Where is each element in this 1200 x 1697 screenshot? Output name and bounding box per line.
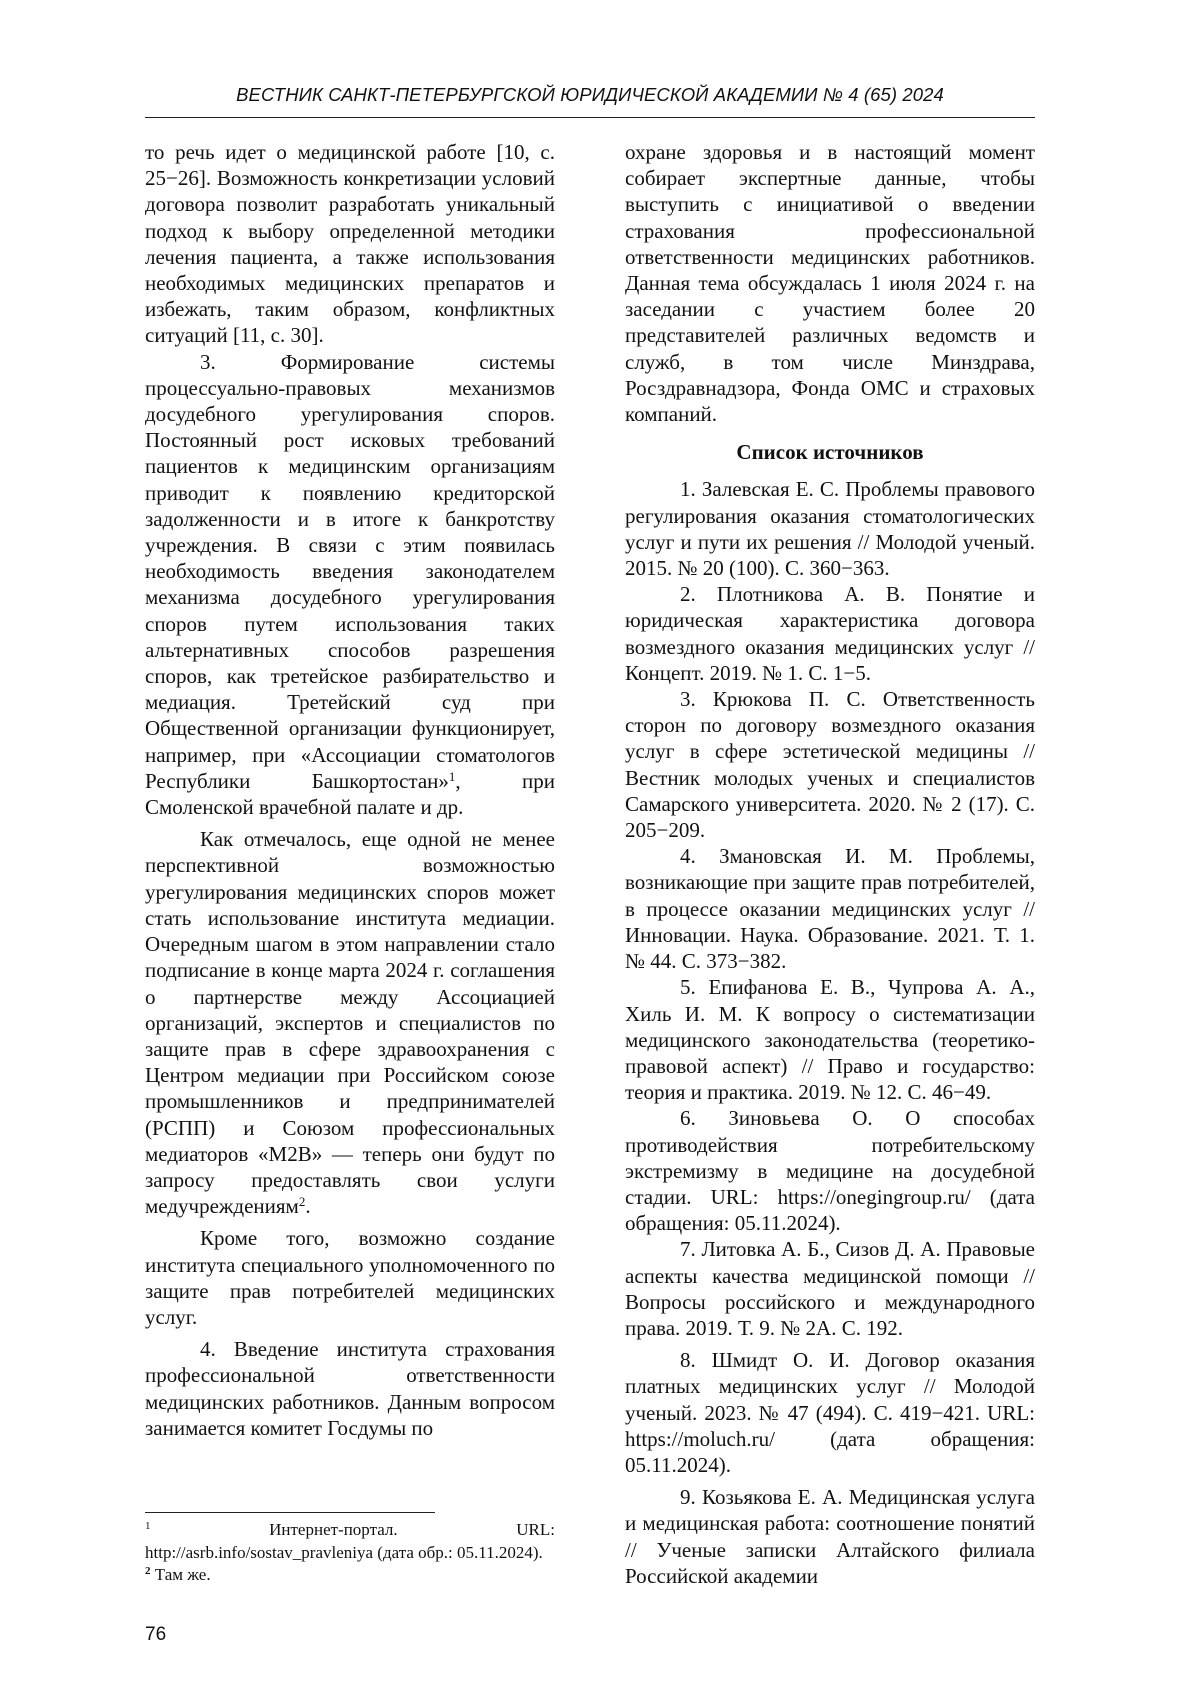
footnote-1: [145, 1519, 555, 1564]
page-number: 76: [145, 1624, 167, 1645]
paragraph-insurance: 4. Введение института страхования профессиональной ответственности медицинских работников. Данным вопросом занимается комитет Госдумы по: [145, 1337, 555, 1440]
references-heading: Список источников: [736, 440, 924, 465]
reference-item: 6. Зиновьева О. О способах противодействия потребительскому экстремизму в медицине на досудебной стадии. URL: https://onegingroup.ru/ (дата обращения: 05.11.2024).: [625, 1106, 1035, 1236]
paragraph-ombudsman: Кроме того, возможно создание института специального уполномоченного по защите прав потребителей медицинских услуг.: [145, 1226, 555, 1329]
reference-item: 7. Литовка А. Б., Сизов Д. А. Правовые аспекты качества медицинской помощи // Вопросы российского и международного права. 2019. Т. 9. № 2А. С. 192.: [625, 1237, 1035, 1340]
header-rule: [145, 117, 1035, 118]
left-column: [145, 139, 555, 1441]
footnote-ref-1: 1: [448, 768, 456, 784]
paragraph-medical-work: то речь идет о медицинской работе [10, с. 25−26]. Возможность конкретизации условий договора позволит разработать уникальный подход к выбору определенной методики лечения пациента, а также использования необходимых медицинских препаратов и избежать, таким образом, конфликтных ситуаций [11, с. 30].: [145, 140, 555, 348]
reference-item: 8. Шмидт О. И. Договор оказания платных медицинских услуг // Молодой ученый. 2023. № 47 (494). С. 419−421. URL: https://moluch.ru/ (дата обращения: 05.11.2024).: [625, 1348, 1035, 1477]
paragraph-text: , при Смоленской врачебной палате и др.: [145, 768, 555, 820]
reference-item: 3. Крюкова П. С. Ответственность сторон по договору возмездного оказания услуг в сфере эстетической медицины // Вестник молодых ученых и специалистов Самарского университета. 2020. № 2 (17). С. 205−209.: [625, 687, 1035, 843]
paragraph-pretrial-settlement: [145, 349, 555, 821]
footnote-separator: [145, 1512, 435, 1513]
footnotes: [145, 1519, 555, 1587]
footnote-text: Интернет-портал. URL: http://asrb.info/sostav_pravleniya (дата обр.: 05.11.2024).: [145, 1520, 555, 1562]
reference-item: 9. Козьякова Е. А. Медицинская услуга и медицинская работа: соотношение понятий // Ученые записки Алтайского филиала Российской академии: [625, 1485, 1035, 1588]
reference-item: 4. Змановская И. М. Проблемы, возникающие при защите прав потребителей, в процессе оказании медицинских услуг // Инновации. Наука. Образование. 2021. Т. 1. № 44. С. 373−382.: [625, 844, 1035, 974]
paragraph-text: 3. Формирование системы процессуально-правовых механизмов досудебного урегулирования споров. Постоянный рост исковых требований пациентов к медицинским организациям приводит к появлению кредиторской задолженности и в итоге к банкротству учреждения. В связи с этим появилась необходимость введения законодателем механизма досудебного урегулирования споров путем использования таких альтернативных способов разрешения споров, как третейское разбирательство и медиация. Третейский суд при Общественной организации функционирует, например, при «Ассоциации стоматологов Республики Башкортостан»: [145, 349, 555, 793]
paragraph-text: Как отмечалось, еще одной не менее перспективной возможностью урегулирования медицинских споров может стать использование института медиации. Очередным шагом в этом направлении стало подписание в конце марта 2024 г. соглашения о партнерстве между Ассоциацией организаций, экспертов и специалистов по защите прав в сфере здравоохранения с Центром медиации при Российском союзе промышленников и предпринимателей (РСПП) и Союзом профессиональных медиаторов «М2В» — теперь они будут по запросу предоставлять свои услуги медучреждениям: [145, 827, 555, 1219]
reference-item: 5. Епифанова Е. В., Чупрова А. А., Хиль И. М. К вопросу о систематизации медицинского законодательства (теоретико-правовой аспект) // Право и государство: теория и практика. 2019. № 12. С. 46−49.: [625, 975, 1035, 1105]
paragraph-health-committee: охране здоровья и в настоящий момент собирает экспертные данные, чтобы выступить с инициативой о введении страхования профессиональной ответственности медицинских работников. Данная тема обсуждалась 1 июля 2024 г. на заседании с участием более 20 представителей различных ведомств и служб, в том числе Минздрава, Росздравнадзора, Фонда ОМС и страховых компаний.: [625, 140, 1035, 427]
footnote-text: Там же.: [154, 1565, 211, 1584]
footnote-ref-2: 2: [298, 1194, 306, 1210]
reference-item: 1. Залевская Е. С. Проблемы правового регулирования оказания стоматологических услуг и пути их решения // Молодой ученый. 2015. № 20 (100). С. 360−363.: [625, 477, 1035, 581]
right-column: [625, 139, 1035, 1589]
reference-item: 2. Плотникова А. В. Понятие и юридическая характеристика договора возмездного оказания медицинских услуг // Концепт. 2019. № 1. С. 1−5.: [625, 582, 1035, 685]
paragraph-mediation: [145, 826, 555, 1219]
footnote-mark: 1: [145, 1520, 151, 1532]
footnote-mark: 2: [145, 1565, 151, 1577]
paragraph-text: .: [305, 1194, 311, 1219]
footnote-2: [145, 1564, 555, 1587]
running-header: ВЕСТНИК САНКТ-ПЕТЕРБУРГСКОЙ ЮРИДИЧЕСКОЙ АКАДЕМИИ № 4 (65) 2024: [236, 84, 944, 105]
